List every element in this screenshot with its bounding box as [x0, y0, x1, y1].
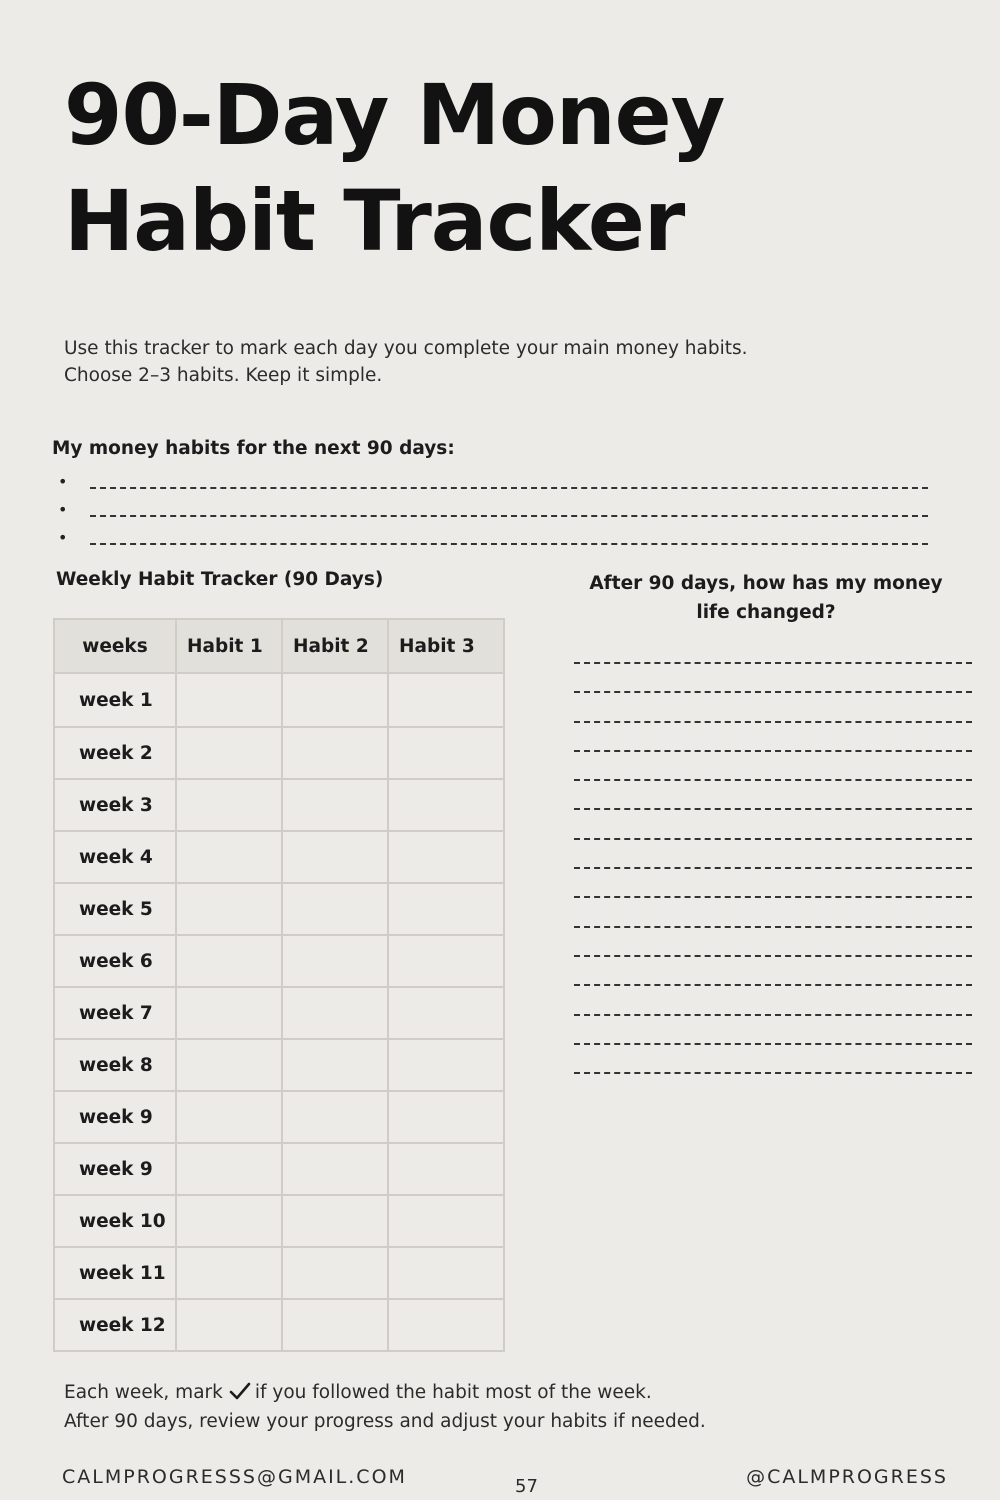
- tracker-heading: Weekly Habit Tracker (90 Days): [56, 569, 384, 590]
- week-label: week 12: [54, 1299, 176, 1351]
- intro-line-1: Use this tracker to mark each day you complete your main money habits.: [64, 338, 748, 359]
- week-label: week 11: [54, 1247, 176, 1299]
- habit-check-cell[interactable]: [282, 935, 388, 987]
- reflection-blank-rule: [574, 896, 972, 898]
- week-label: week 3: [54, 779, 176, 831]
- reflection-lines: [574, 650, 972, 1089]
- habit-check-cell[interactable]: [388, 1143, 504, 1195]
- reflection-line[interactable]: [574, 826, 972, 855]
- reflection-blank-rule: [574, 691, 972, 693]
- habit-check-cell[interactable]: [282, 1091, 388, 1143]
- habit-blank-rule: [90, 543, 928, 545]
- reflection-blank-rule: [574, 779, 972, 781]
- week-label: week 9: [54, 1091, 176, 1143]
- habit-check-cell[interactable]: [176, 1143, 282, 1195]
- habit-check-cell[interactable]: [176, 987, 282, 1039]
- reflection-line[interactable]: [574, 738, 972, 767]
- reflection-blank-rule: [574, 955, 972, 957]
- habit-check-cell[interactable]: [388, 831, 504, 883]
- footer: [0, 1466, 1000, 1496]
- habit-blank-rule: [90, 515, 928, 517]
- reflection-blank-rule: [574, 867, 972, 869]
- footnote: [64, 1378, 944, 1436]
- column-header: Habit 3: [388, 619, 504, 673]
- habit-check-cell[interactable]: [388, 987, 504, 1039]
- habit-check-cell[interactable]: [388, 727, 504, 779]
- reflection-line[interactable]: [574, 943, 972, 972]
- intro-text: [64, 335, 924, 389]
- reflection-line[interactable]: [574, 884, 972, 913]
- reflection-blank-rule: [574, 1043, 972, 1045]
- reflection-line[interactable]: [574, 972, 972, 1001]
- habit-check-cell[interactable]: [176, 673, 282, 727]
- reflection-heading-line-2: life changed?: [696, 602, 836, 623]
- habit-check-cell[interactable]: [388, 883, 504, 935]
- reflection-line[interactable]: [574, 1031, 972, 1060]
- reflection-heading: [572, 569, 960, 627]
- footer-handle: @CALMPROGRESS: [746, 1466, 948, 1488]
- habits-heading: My money habits for the next 90 days:: [52, 438, 455, 459]
- reflection-line[interactable]: [574, 796, 972, 825]
- bullet: •: [58, 528, 68, 547]
- table-row: [54, 1299, 504, 1351]
- habit-check-cell[interactable]: [388, 779, 504, 831]
- reflection-blank-rule: [574, 926, 972, 928]
- habit-check-cell[interactable]: [388, 673, 504, 727]
- habit-blank-rule: [90, 487, 928, 489]
- habit-check-cell[interactable]: [388, 1039, 504, 1091]
- footnote-line-2: After 90 days, review your progress and adjust your habits if needed.: [64, 1411, 706, 1432]
- habit-check-cell[interactable]: [388, 1299, 504, 1351]
- habit-check-cell[interactable]: [282, 1299, 388, 1351]
- reflection-line[interactable]: [574, 1060, 972, 1089]
- table-row: [54, 935, 504, 987]
- tracker-table-wrap: [53, 618, 505, 1352]
- habit-check-cell[interactable]: [282, 987, 388, 1039]
- table-row: [54, 673, 504, 727]
- page-title: [64, 62, 964, 274]
- bullet: •: [58, 472, 68, 491]
- column-header: Habit 2: [282, 619, 388, 673]
- habit-check-cell[interactable]: [176, 935, 282, 987]
- table-row: [54, 1247, 504, 1299]
- footnote-line-1: [64, 1378, 944, 1407]
- habit-check-cell[interactable]: [176, 1091, 282, 1143]
- reflection-blank-rule: [574, 662, 972, 664]
- reflection-line[interactable]: [574, 1002, 972, 1031]
- table-row: [54, 987, 504, 1039]
- column-header: Habit 1: [176, 619, 282, 673]
- page-number: 57: [515, 1476, 538, 1497]
- reflection-blank-rule: [574, 721, 972, 723]
- footer-email: CALMPROGRESSS@GMAIL.COM: [62, 1466, 407, 1488]
- habit-tracker-table: [53, 618, 505, 1352]
- week-label: week 5: [54, 883, 176, 935]
- table-row: [54, 1091, 504, 1143]
- habit-check-cell[interactable]: [388, 1195, 504, 1247]
- page-title-line-2: Habit Tracker: [64, 172, 685, 270]
- column-header: weeks: [54, 619, 176, 673]
- habit-line[interactable]: [56, 498, 936, 526]
- table-row: [54, 1039, 504, 1091]
- reflection-line[interactable]: [574, 914, 972, 943]
- habit-check-cell[interactable]: [388, 1091, 504, 1143]
- reflection-blank-rule: [574, 1072, 972, 1074]
- week-label: week 2: [54, 727, 176, 779]
- week-label: week 1: [54, 673, 176, 727]
- reflection-blank-rule: [574, 984, 972, 986]
- habit-check-cell[interactable]: [282, 1143, 388, 1195]
- bullet: •: [58, 500, 68, 519]
- table-row: [54, 727, 504, 779]
- table-row: [54, 1143, 504, 1195]
- habit-check-cell[interactable]: [176, 779, 282, 831]
- footnote-text-before: Each week, mark: [64, 1382, 223, 1403]
- intro-line-2: Choose 2–3 habits. Keep it simple.: [64, 365, 383, 386]
- table-row: [54, 831, 504, 883]
- reflection-line[interactable]: [574, 855, 972, 884]
- week-label: week 10: [54, 1195, 176, 1247]
- habit-check-cell[interactable]: [176, 883, 282, 935]
- habit-check-cell[interactable]: [282, 1039, 388, 1091]
- reflection-blank-rule: [574, 750, 972, 752]
- reflection-blank-rule: [574, 1014, 972, 1016]
- habit-line[interactable]: [56, 526, 936, 554]
- habit-check-cell[interactable]: [388, 935, 504, 987]
- habit-check-cell[interactable]: [282, 1195, 388, 1247]
- habit-check-cell[interactable]: [176, 1195, 282, 1247]
- table-row: [54, 883, 504, 935]
- table-row: [54, 779, 504, 831]
- habit-check-cell[interactable]: [388, 1247, 504, 1299]
- reflection-line[interactable]: [574, 709, 972, 738]
- habit-check-cell[interactable]: [176, 727, 282, 779]
- footnote-text-after: if you followed the habit most of the week.: [254, 1382, 652, 1403]
- reflection-line[interactable]: [574, 650, 972, 679]
- page-title-line-1: 90-Day Money: [64, 66, 725, 164]
- week-label: week 9: [54, 1143, 176, 1195]
- habit-check-cell[interactable]: [282, 727, 388, 779]
- week-label: week 6: [54, 935, 176, 987]
- habit-check-cell[interactable]: [176, 1247, 282, 1299]
- week-label: week 4: [54, 831, 176, 883]
- habit-check-cell[interactable]: [282, 883, 388, 935]
- habit-lines: [56, 470, 936, 554]
- checkmark-icon: [229, 1382, 251, 1400]
- habit-check-cell[interactable]: [282, 1247, 388, 1299]
- habit-check-cell[interactable]: [282, 831, 388, 883]
- habit-check-cell[interactable]: [176, 831, 282, 883]
- week-label: week 8: [54, 1039, 176, 1091]
- habit-line[interactable]: [56, 470, 936, 498]
- table-header-row: [54, 619, 504, 673]
- habit-check-cell[interactable]: [282, 779, 388, 831]
- habit-check-cell[interactable]: [176, 1299, 282, 1351]
- habit-check-cell[interactable]: [176, 1039, 282, 1091]
- reflection-blank-rule: [574, 808, 972, 810]
- week-label: week 7: [54, 987, 176, 1039]
- table-row: [54, 1195, 504, 1247]
- reflection-line[interactable]: [574, 679, 972, 708]
- reflection-blank-rule: [574, 838, 972, 840]
- reflection-line[interactable]: [574, 767, 972, 796]
- habit-check-cell[interactable]: [282, 673, 388, 727]
- reflection-heading-line-1: After 90 days, how has my money: [589, 573, 943, 594]
